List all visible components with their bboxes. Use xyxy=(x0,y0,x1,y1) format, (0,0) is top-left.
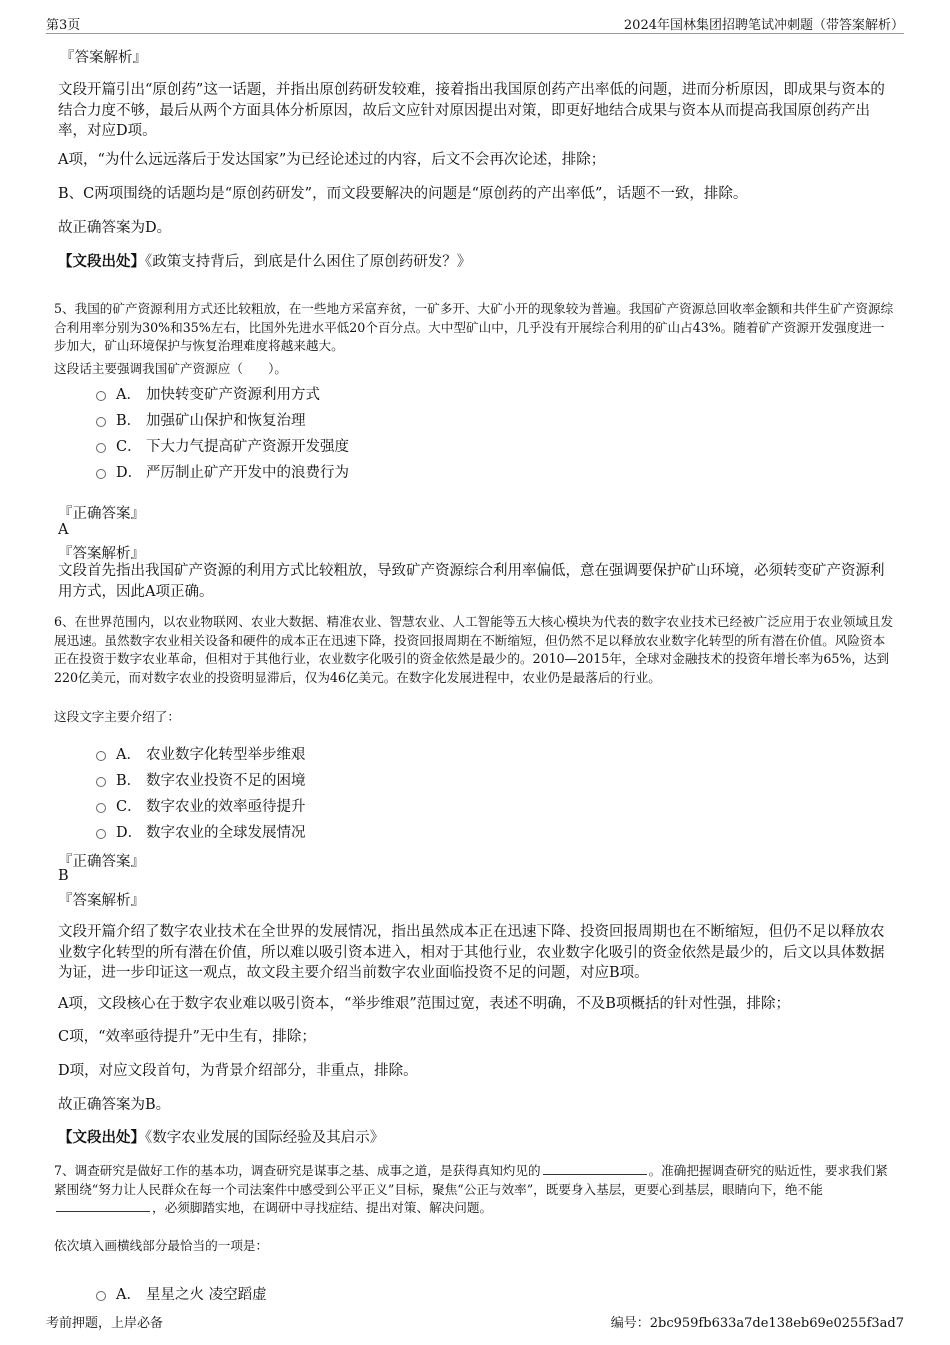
radio-icon[interactable] xyxy=(96,751,106,761)
q6-option-a-note: A项，文段核心在于数字农业难以吸引资本，“举步维艰”范围过宽，表述不明确，不及B项概括的针对性强，排除； xyxy=(58,996,790,1012)
q4-option-a-note: A项，“为什么远远落后于发达国家”为已经论述过的内容，后文不会再次论述，排除； xyxy=(58,152,606,168)
q7-prompt: 依次填入画横线部分最恰当的一项是： xyxy=(54,1238,269,1253)
page-header xyxy=(46,12,904,34)
fill-blank-1 xyxy=(543,1163,647,1175)
q5-option-d[interactable]: D． 严厉制止矿产开发中的浪费行为 xyxy=(96,461,349,481)
radio-icon[interactable] xyxy=(96,803,106,813)
q5-prompt: 这段话主要强调我国矿产资源应（ ）。 xyxy=(54,361,287,376)
radio-icon[interactable] xyxy=(96,391,106,401)
q6-prompt: 这段文字主要介绍了： xyxy=(54,709,180,724)
q6-option-b[interactable]: B． 数字农业投资不足的困境 xyxy=(96,769,306,789)
q5-question-text: 5、我国的矿产资源利用方式还比较粗放，在一些地方采富弃贫，一矿多开、大矿小开的现象较为普遍。我国矿产资源总回收率金额和共伴生矿产资源综合利用率分别为30%和35%左右，比国外先进水平低20个百分点。大中型矿山中，几乎没有开展综合利用的矿山占43%。随着矿产资源开发强度进一步加大，矿山环境保护与恢复治理难度将越来越大。 xyxy=(54,301,894,354)
q6-source-label: 【文段出处】 xyxy=(58,1129,145,1146)
radio-icon[interactable] xyxy=(96,777,106,787)
document-title: 2024年国林集团招聘笔试冲刺题（带答案解析） xyxy=(623,18,904,33)
footer-slogan: 考前押题，上岸必备 xyxy=(46,1316,164,1331)
q6-analysis-label: 『答案解析』 xyxy=(58,893,145,909)
q6-option-d[interactable]: D． 数字农业的全球发展情况 xyxy=(96,821,306,841)
q6-option-c-note: C项，“效率亟待提升”无中生有，排除； xyxy=(58,1029,316,1045)
q4-source-label: 【文段出处】 xyxy=(58,253,145,270)
q5-analysis-text: 文段首先指出我国矿产资源的利用方式比较粗放，导致矿产资源综合利用率偏低，意在强调要保护矿山环境，必须转变矿产资源利用方式，因此A项正确。 xyxy=(58,563,885,600)
q7-question-text: 7、调查研究是做好工作的基本功，调查研究是谋事之基、成事之道，是获得真知灼见的 。准确把握调查研究的贴近性，要求我们紧紧围绕“努力让人民群众在每一个司法案件中感受到公平正义”目标，聚焦“公正与效率”，既要身入基层，更要心到基层，眼睛向下，绝不能，必须脚踏实地，在调研中寻找症结、提出对策、解决问题。 xyxy=(54,1163,888,1216)
q5-analysis-label: 『答案解析』 xyxy=(58,546,145,562)
radio-icon[interactable] xyxy=(96,469,106,479)
q5-option-b[interactable]: B． 加强矿山保护和恢复治理 xyxy=(96,409,306,429)
q6-source-title: 《数字农业发展的国际经验及其启示》 xyxy=(145,1130,385,1146)
q4-conclusion: 故正确答案为D。 xyxy=(58,220,172,236)
page-number: 第3页 xyxy=(46,18,81,33)
q6-option-d-note: D项，对应文段首句，为背景介绍部分，非重点，排除。 xyxy=(58,1063,418,1079)
q6-conclusion: 故正确答案为B。 xyxy=(58,1097,171,1113)
q5-answer: A xyxy=(58,522,69,538)
q6-answer-label: 『正确答案』 xyxy=(58,854,145,870)
q6-question-text: 6、在世界范围内，以农业物联网、农业大数据、精准农业、智慧农业、人工智能等五大核心模块为代表的数字农业技术已经被广泛应用于农业领域且发展迅速。虽然数字农业相关设备和硬件的成本正在迅速下降，投资回报周期在不断缩短，但仍然不足以释放农业数字化转型的所有潜在价值。风险资本正在投资于数字农业革命，但相对于其他行业，农业数字化吸引的资金依然是最少的。2010—2015年，全球对金融技术的投资年增长率为65%，达到220亿美元，而对数字农业的投资明显滞后，仅为46亿美元。在数字化发展进程中，农业仍是最落后的行业。 xyxy=(54,614,894,685)
q6-source xyxy=(58,1128,894,1149)
radio-icon[interactable] xyxy=(96,829,106,839)
q4-source-title: 《政策支持背后，到底是什么困住了原创药研发？》 xyxy=(145,254,472,270)
q4-option-bc-note: B、C两项围绕的话题均是“原创药研发”，而文段要解决的问题是“原创药的产出率低”，话题不一致，排除。 xyxy=(58,186,748,202)
q6-option-a[interactable]: A． 农业数字化转型举步维艰 xyxy=(96,743,306,763)
q6-answer: B xyxy=(58,868,69,884)
q5-answer-label: 『正确答案』 xyxy=(58,506,145,522)
radio-icon[interactable] xyxy=(96,417,106,427)
document-code: 编号：2bc959fb633a7de138eb69e0255f3ad7 xyxy=(610,1316,904,1331)
radio-icon[interactable] xyxy=(96,443,106,453)
q5-option-a[interactable]: A． 加快转变矿产资源利用方式 xyxy=(96,383,320,403)
q5-option-c[interactable]: C． 下大力气提高矿产资源开发强度 xyxy=(96,435,349,455)
q6-analysis-text: 文段开篇介绍了数字农业技术在全世界的发展情况，指出虽然成本正在迅速下降、投资回报周期也在不断缩短，但仍不足以释放农业数字化转型的所有潜在价值，所以难以吸引资本进入，相对于其他行业，农业数字化吸引的资金依然是最少的，后文以具体数据为证，进一步印证这一观点，故文段主要介绍当前数字农业面临投资不足的问题，对应B项。 xyxy=(58,924,885,981)
radio-icon[interactable] xyxy=(96,1291,106,1301)
q6-option-c[interactable]: C． 数字农业的效率亟待提升 xyxy=(96,795,306,815)
q7-option-a[interactable]: A． 星星之火 凌空蹈虚 xyxy=(96,1283,267,1303)
q4-analysis-text: 文段开篇引出“原创药”这一话题，并指出原创药研发较难，接着指出我国原创药产出率低的问题，进而分析原因，即成果与资本的结合力度不够，最后从两个方面具体分析原因，故后文应针对原因提出对策，即更好地结合成果与资本从而提高我国原创药产出率，对应D项。 xyxy=(58,82,885,139)
q4-analysis-label: 『答案解析』 xyxy=(60,50,147,66)
q4-source xyxy=(58,252,894,273)
fill-blank-2 xyxy=(56,1200,150,1212)
